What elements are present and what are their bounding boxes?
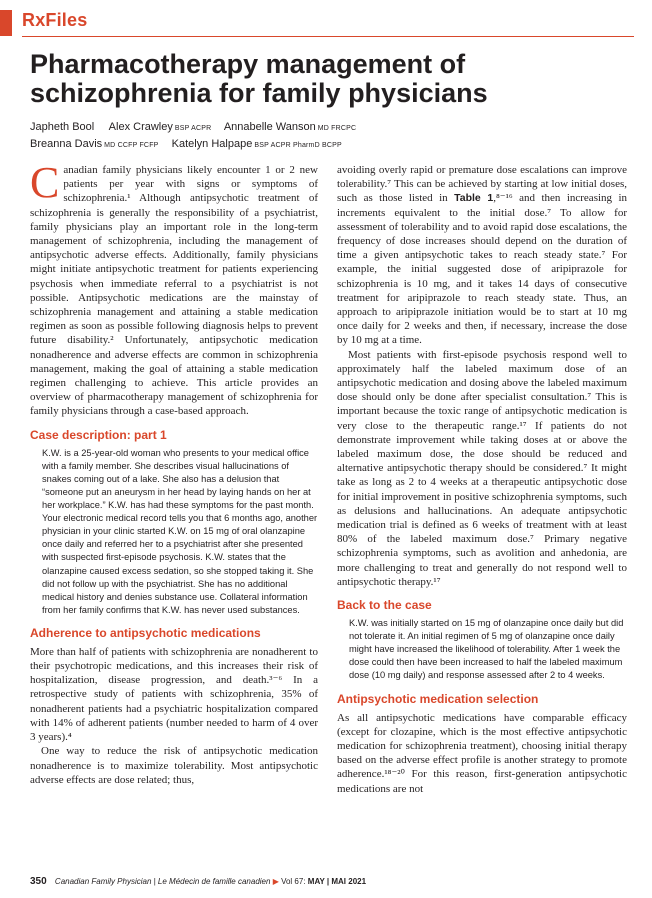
page-number: 350 [30,876,47,887]
adherence-paragraph-1: More than half of patients with schizophrenia are nonadherent to their psychotropic medications, and this increases their risk of hospitalization, disease progression, and death.³⁻⁶ In a retrospective study of patients with schizophrenia, 35% of nonadherent patients had a psychiatric hospitalization compared with 14% of adherent patients (number needed to harm of 4 over 3 years).⁴ [30,645,318,744]
page-footer [30,876,630,887]
first-episode-paragraph: Most patients with first-episode psychosis respond well to approximately half the labeled maximum dose of an antipsychotic medication and dosing above the labeled maximum dose should only be done after specialist consultation.⁷ This is important because the toxic range of antipsychotic medication is very close to the therapeutic range.¹⁷ If patients do not demonstrate improvement while taking doses at or above the labeled maximum dose, the dose should be reduced and alternative antipsychotic therapy should be considered.⁷ It might take as long as 2 to 4 weeks at a therapeutic antipsychotic dose for initial improvement in positive schizophrenia symptoms, such as delusions and hallucinations. An adequate antipsychotic medication trial is defined as 6 weeks of treatment with at least 80% of the labeled maximum dose.⁷ Primary negative schizophrenia symptoms, such as avolition and anhedonia, are more challenging to treat and generally do not respond well to antipsychotic therapy.¹⁷ [337,348,627,588]
issue-month: MAY | MAI 2021 [307,877,367,886]
intro-paragraph: Canadian family physicians likely encounter 1 or 2 new patients per year with signs or symptoms of schizophrenia.¹ Although antipsychotic treatment of schizophrenia is generally the responsibility of a psychiatrist, family physicians play an important role in the long-term management of schizophrenia, including the management of antipsychotic adverse effects. Additionally, family physicians might initiate antipsychotic treatment for patients experiencing psychosis when immediate referral to a psychiatrist is not possible. Antipsychotic medications are the mainstay of schizophrenia management and attaining a stable medication regimen as soon as possible following diagnosis helps to prevent future disability.² Unfortunately, antipsychotic medication nonadherence and adverse effects are common in schizophrenia management, making the goal of attaining a stable medication regimen challenging to achieve. This article provides an overview of pharmacotherapy management of schizophrenia for family physicians through a case-based approach. [30,158,318,418]
case-part1-text: K.W. is a 25-year-old woman who presents to your medical office with a family member. She describes visual hallucinations of snakes coming out of a lake. She also has a delusion that “someone put an aneurysm in her head by laying hands on her at her workplace.” K.W. has had these symptoms for the past month. Your electronic medical record tells you that 6 months ago, another physician in your clinic started K.W. on 15 mg of oral olanzapine once daily and referred her to a psychiatrist after she presented with suspected first-episode psychosis. K.W. states that the olanzapine caused excess sedation, so she stopped taking it. She did not follow up with the psychiatrist. She has no additional medical history and denies substance use. Collateral information from her family confirms that K.W. has never used substances. [42,447,318,615]
adherence-paragraph-2: One way to reduce the risk of antipsychotic medication nonadherence is to maximize tolerability. Most antipsychotic adverse effects are dose related; thus, [30,745,318,786]
dose-paragraph: avoiding overly rapid or premature dose escalations can improve tolerability.⁷ This can be achieved by starting at low initial doses, such as those listed in Table 1,⁸⁻¹⁶ and then increasing in increments equivalent to the initial dose.⁷ To allow for assessment of tolerability and to avoid rapid dose escalations, the frequency of dose increases should depend on the duration of time a given antipsychotic takes to reach steady state.⁷ For example, the initial suggested dose of aripiprazole for schizophrenia is 10 mg, and it takes 14 days of consecutive treatment for aripiprazole to reach steady state. Thus, an approach to aripiprazole initiation would be to start at 10 mg once daily for 2 weeks and then, if necessary, increase the dose by 10 mg at a time. [337,164,628,347]
journal-name: Canadian Family Physician | Le Médecin de famille canadien [54,877,271,886]
triangle-right-icon: ▶ [272,877,279,886]
right-column [337,163,627,796]
author: Breanna Davis MD CCFP FCFP [30,137,159,150]
left-column [30,158,318,787]
header-rule [22,36,634,37]
case-part1-heading: Case description: part 1 [30,427,167,442]
medication-selection-heading: Antipsychotic medication selection [337,691,539,706]
volume: Vol 67: [281,877,306,886]
author-list [30,120,630,153]
article-title: Pharmacotherapy management of schizophrenia for family physicians [30,49,488,108]
author: Alex Crawley BSP ACPR [108,121,212,133]
section-color-bar [0,10,12,36]
adherence-heading: Adherence to antipsychotic medications [30,625,261,640]
author: Japheth Bool [30,121,95,133]
section-label: RxFiles [22,10,88,30]
table-1-reference[interactable]: Table 1 [454,192,494,205]
drop-cap: C [30,158,60,207]
author: Annabelle Wanson MD FRCPC [223,121,357,133]
author-line-2 [30,137,630,154]
medication-selection-paragraph: As all antipsychotic medications have comparable efficacy (except for clozapine, which is the most effective antipsychotic medication for schizophrenia treatment), choosing initial therapy based on the adverse effect profile is another strategy to promote adherence.¹⁸⁻²⁰ For this reason, first-generation antipsychotic medications are not [337,711,627,795]
back-to-case-heading: Back to the case [337,598,432,613]
back-to-case-text: K.W. was initially started on 15 mg of olanzapine once daily but did not tolerate it. An initial regimen of 5 mg of olanzapine once daily might have increased the likelihood of tolerability. After 1 week the dose could then have been increased to half the labeled maximum dose (10 mg daily) and response assessed after 2 to 4 weeks. [349,618,624,681]
author-line-1 [30,120,630,137]
author: Katelyn Halpape BSP ACPR PharmD BCPP [171,137,342,150]
